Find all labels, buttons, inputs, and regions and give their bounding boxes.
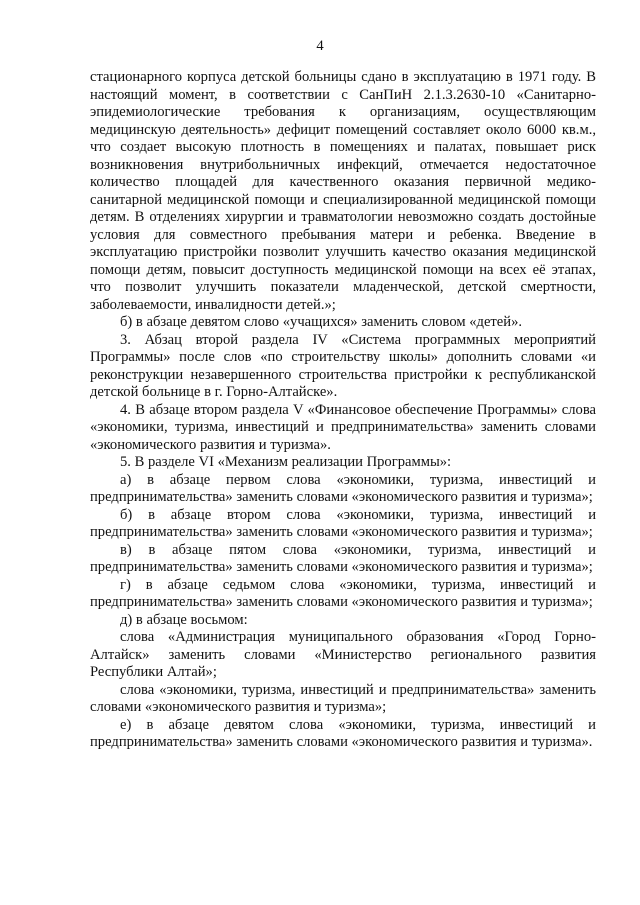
paragraph-item-5d-administration: слова «Администрация муниципального образования «Город Горно-Алтайск» заменить словами «Министерство регионального развития Республики Алтай»; — [90, 629, 596, 680]
document-body — [90, 69, 596, 752]
page-number: 4 — [316, 38, 324, 54]
paragraph-item-5: 5. В разделе VI «Механизм реализации Программы»: — [120, 454, 452, 470]
paragraph-item-3: 3. Абзац второй раздела IV «Система программных мероприятий Программы» после слов «по строительству школы» дополнить словами «и реконструкции незавершенного строительства пристройки к республиканской детской больнице в г. Горно-Алтайске». — [90, 331, 596, 400]
paragraph-item-5b: б) в абзаце втором слова «экономики, туризма, инвестиций и предпринимательства» заменить словами «экономического развития и туризма»; — [90, 506, 596, 540]
paragraph-item-4: 4. В абзаце втором раздела V «Финансовое обеспечение Программы» слова «экономики, туризма, инвестиций и предпринимательства» заменить словами «экономического развития и туризма». — [90, 401, 596, 453]
paragraph-item-5a: а) в абзаце первом слова «экономики, туризма, инвестиций и предпринимательства» заменить словами «экономического развития и туризма»; — [90, 471, 596, 505]
paragraph-item-5v: в) в абзаце пятом слова «экономики, туризма, инвестиций и предпринимательства» заменить словами «экономического развития и туризма»; — [90, 541, 596, 575]
paragraph-item-5e: е) в абзаце девятом слова «экономики, туризма, инвестиций и предпринимательства» заменить словами «экономического развития и туризма». — [90, 716, 596, 750]
paragraph-item-5g: г) в абзаце седьмом слова «экономики, туризма, инвестиций и предпринимательства» заменить словами «экономического развития и туризма»; — [90, 576, 596, 610]
paragraph-item-5d: д) в абзаце восьмом: — [120, 611, 248, 628]
paragraph-item-b-ninth: б) в абзаце девятом слово «учащихся» заменить словом «детей». — [120, 314, 523, 330]
paragraph-hospital-description: стационарного корпуса детской больницы сдано в эксплуатацию в 1971 году. В настоящий момент, в соответствии с СанПиН 2.1.3.2630-10 «Санитарно-эпидемиологические требования к организациям, осуществляющим медицинскую деятельность» дефицит помещений составляет около 6000 кв.м., что создает высокую плотность в помещениях и палатах, повышает риск возникновения внутрибольничных инфекций, отмечается недостаточное количество площадей для качественного оказания первичной медико-санитарной медицинской помощи и специализированной медицинской помощи детям. В отделениях хирургии и травматологии невозможно создать достойные условия для совместного пребывания матери и ребенка. Введение в эксплуатацию пристройки позволит улучшить качество оказания медицинской помощи детям, повысит доступность медицинской помощи на всех её этапах, что позволит улучшить показатели младенческой, детской смертности, заболеваемости, инвалидности детей.»; — [90, 69, 596, 313]
paragraph-item-5d-economics: слова «экономики, туризма, инвестиций и предпринимательства» заменить словами «экономического развития и туризма»; — [90, 681, 596, 715]
